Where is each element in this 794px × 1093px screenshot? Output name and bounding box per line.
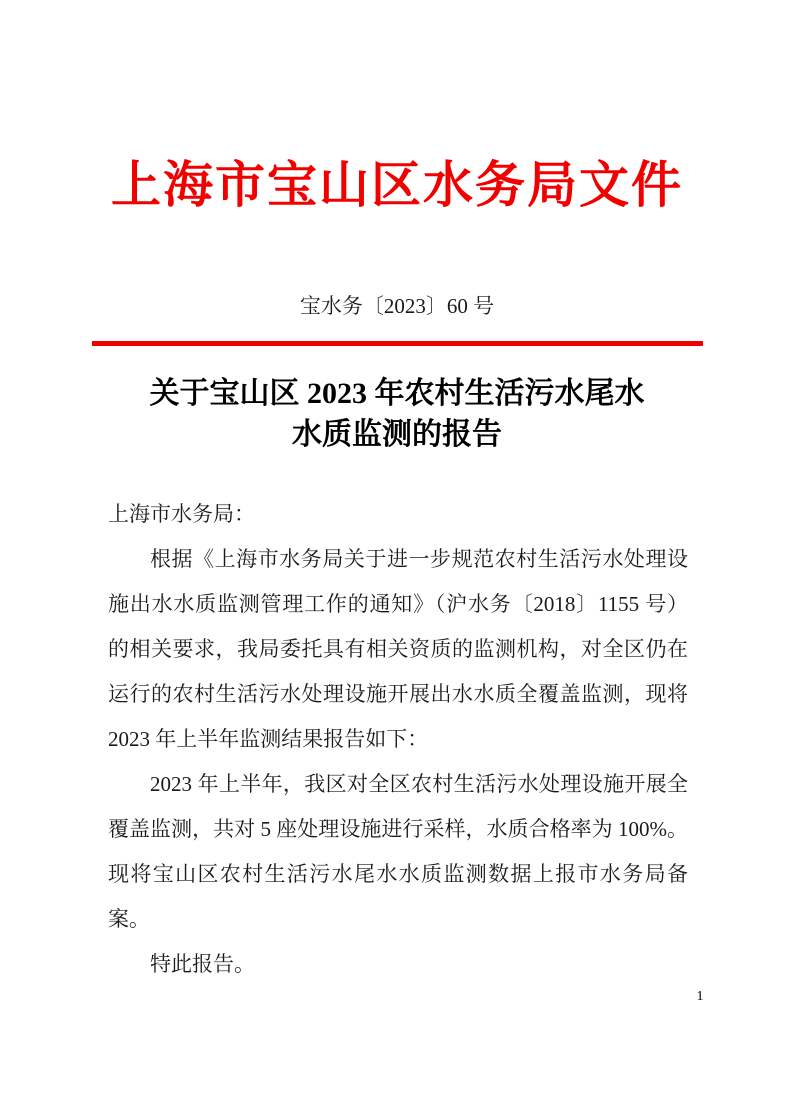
body-paragraph-3: 特此报告。 <box>150 952 255 976</box>
document-body <box>108 492 688 987</box>
body-paragraph-2: 2023 年上半年，我区对全区农村生活污水处理设施开展全覆盖监测，共对 5 座处理设施进行采样，水质合格率为 100%。现将宝山区农村生活污水尾水水质监测数据上报市水务局备案。 <box>108 772 688 931</box>
letterhead-title: 上海市宝山区水务局文件 <box>111 157 683 213</box>
page-number: 1 <box>696 989 704 1004</box>
salutation: 上海市水务局： <box>108 502 255 526</box>
document-title-line1: 关于宝山区 2023 年农村生活污水尾水 <box>149 377 645 410</box>
body-paragraph-1: 根据《上海市水务局关于进一步规范农村生活污水处理设施出水水质监测管理工作的通知》（沪水务〔2018〕1155 号）的相关要求，我局委托具有相关资质的监测机构，对全区仍在运行的农村生活污水处理设施开展出水水质全覆盖监测，现将 2023 年上半年监测结果报告如下： <box>108 547 688 751</box>
red-divider-line <box>92 341 703 346</box>
document-title <box>0 373 794 455</box>
document-number: 宝水务〔2023〕60 号 <box>299 294 495 318</box>
document-title-line2: 水质监测的报告 <box>292 418 502 451</box>
